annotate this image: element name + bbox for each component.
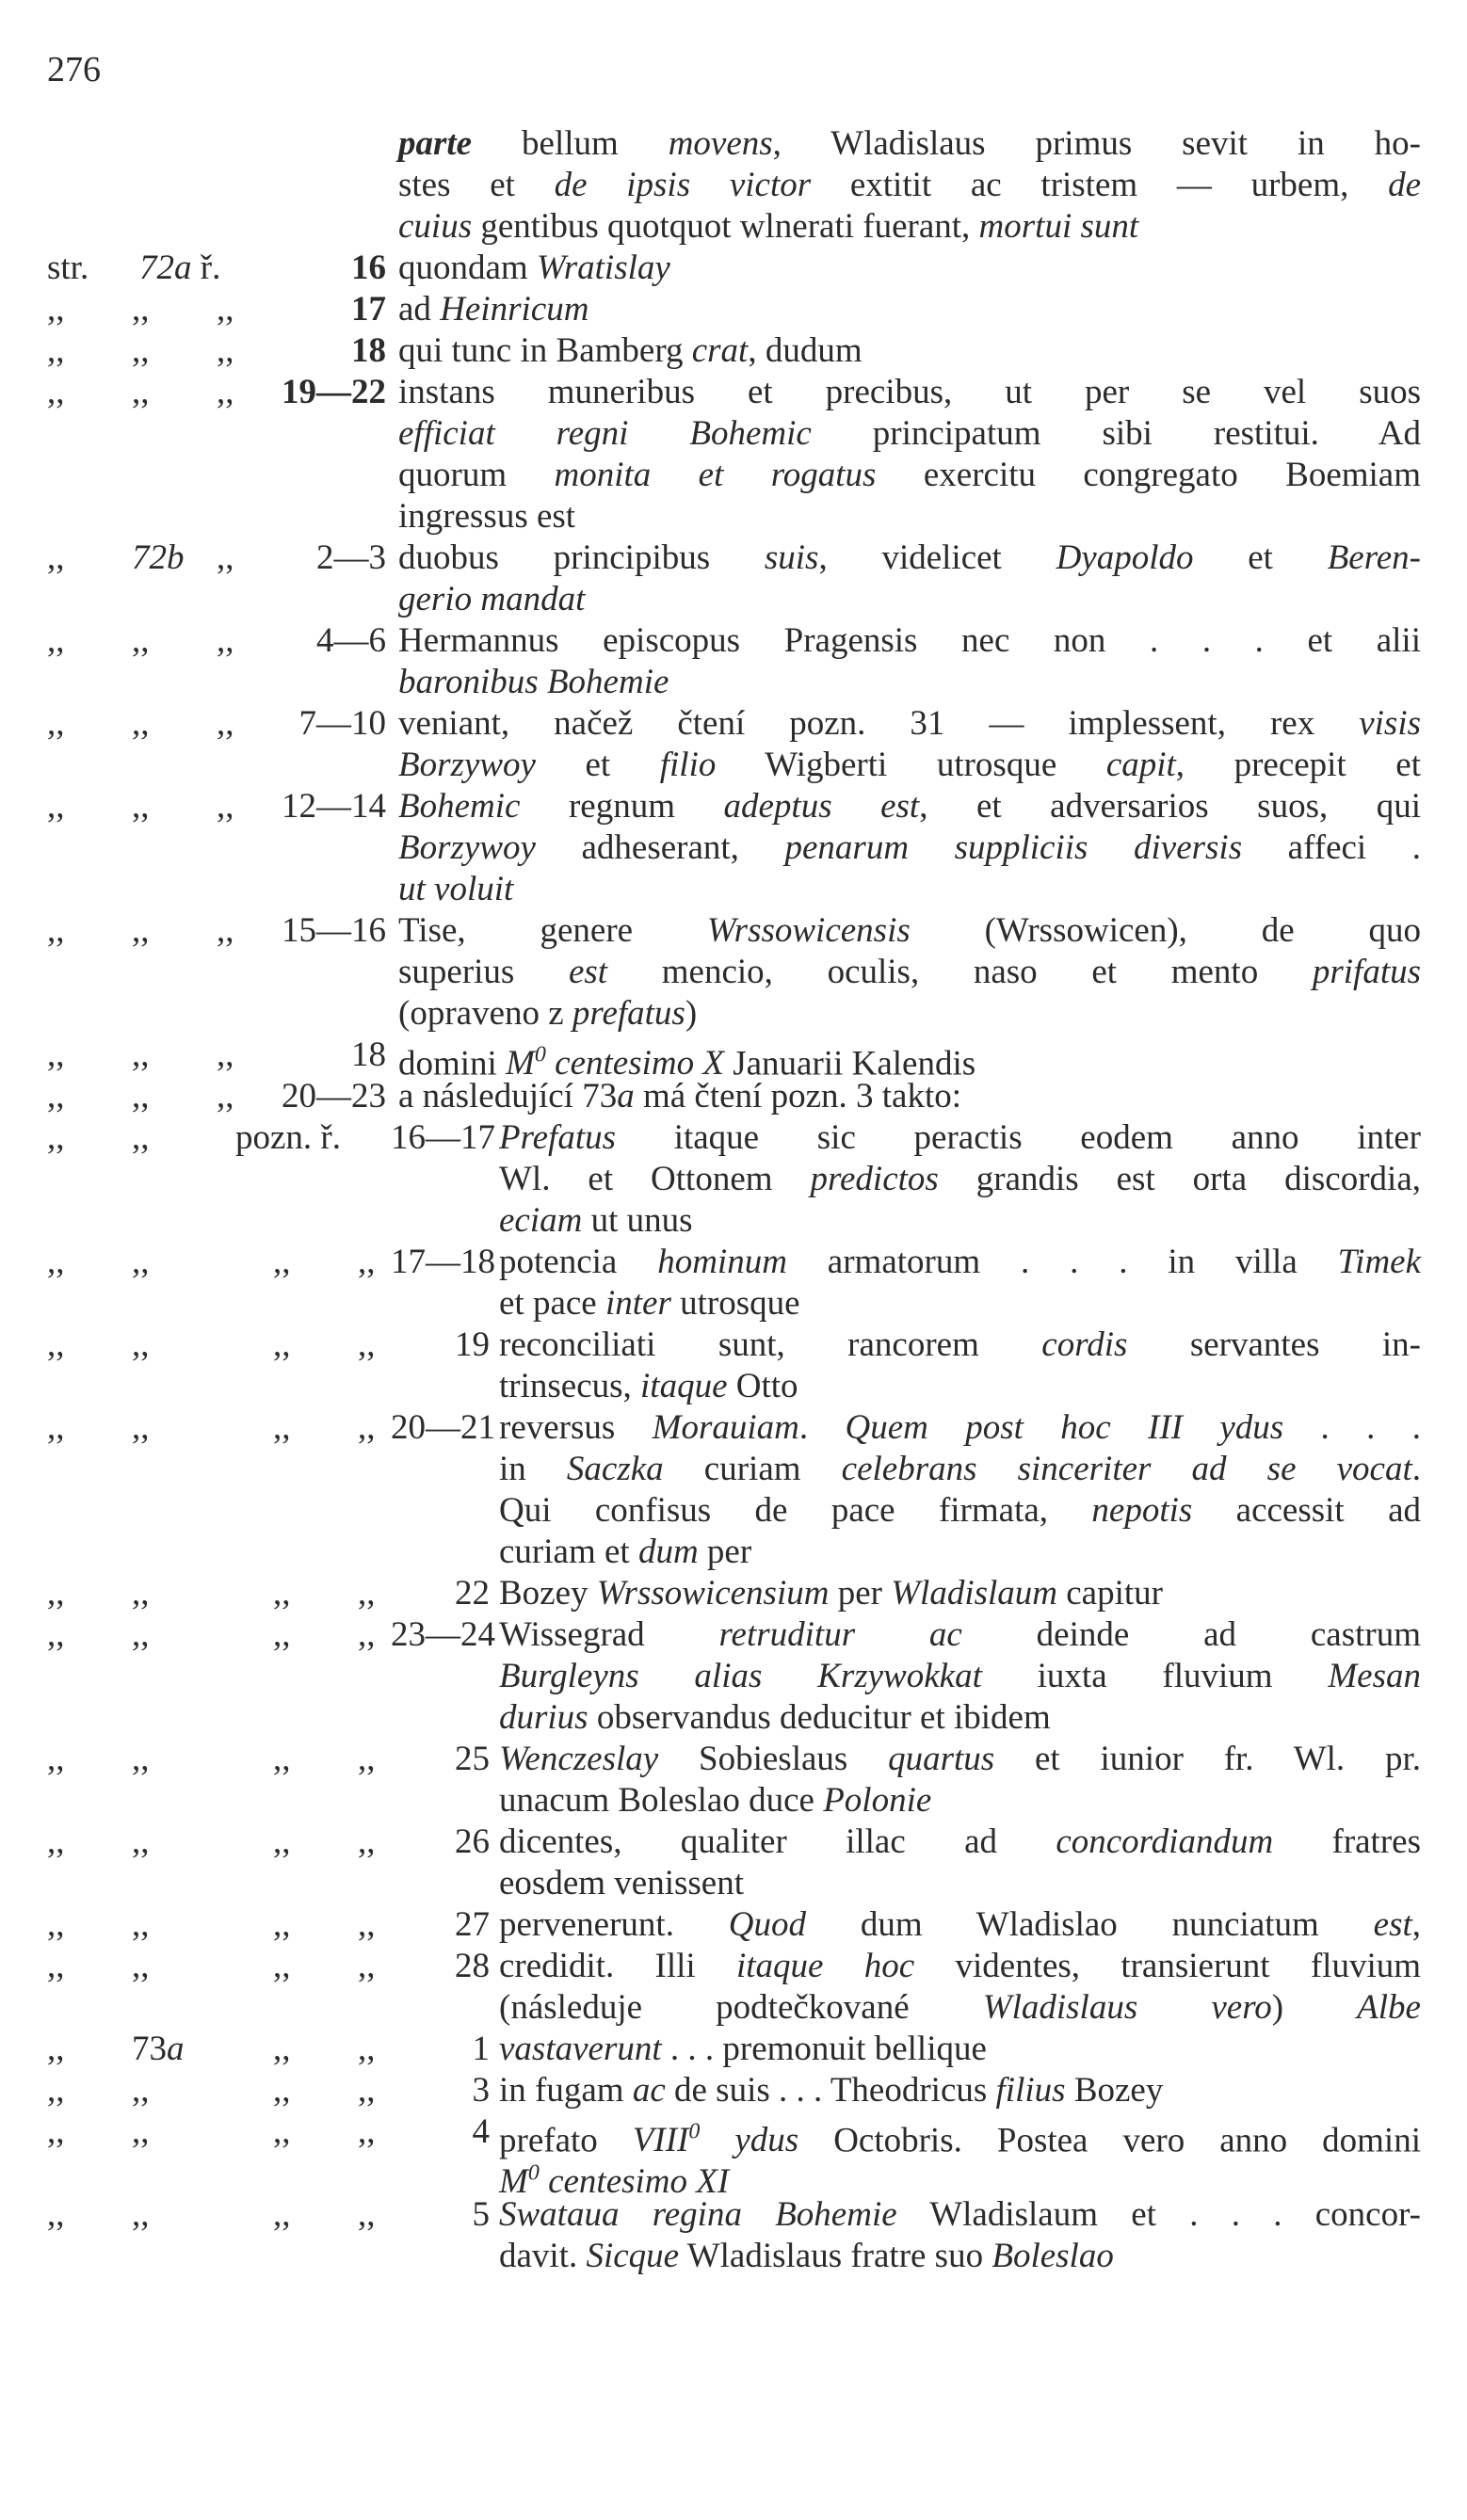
- reference-marker: ,,: [358, 2030, 376, 2068]
- line-reference: 7—10: [298, 704, 386, 743]
- line-text: pervenerunt. Quod dum Wladislao nunciatum est,: [499, 1905, 1421, 1944]
- reference-marker: ,,: [47, 1740, 65, 1778]
- reference-marker: ,,: [47, 1822, 65, 1861]
- reference-marker: ,,: [132, 290, 150, 329]
- line-text: vastaverunt . . . premonuit bellique: [499, 2030, 987, 2068]
- reference-marker: ,,: [273, 2030, 291, 2068]
- reference-marker: ,,: [47, 2071, 65, 2110]
- line-reference: 27: [455, 1905, 490, 1944]
- line-reference: 19: [455, 1325, 490, 1364]
- line-text: Wissegrad retruditur ac deinde ad castrum: [499, 1615, 1422, 1654]
- reference-marker: ,,: [132, 1947, 150, 1985]
- reference-marker: ,,: [217, 1035, 234, 1074]
- line-reference: 17—18: [391, 1243, 495, 1281]
- line-reference: 2—3: [316, 538, 386, 577]
- reference-marker: ,,: [132, 1118, 150, 1157]
- reference-marker: ,,: [132, 1822, 150, 1861]
- reference-marker: ,,: [273, 1740, 291, 1778]
- reference-marker: ,,: [47, 1408, 65, 1447]
- line-reference: 23—24: [391, 1615, 495, 1654]
- line-text: Tise, genere Wrssowicensis (Wrssowicen), de quo: [398, 911, 1421, 950]
- reference-marker: ,,: [132, 331, 150, 370]
- line-text: (následuje podtečkované Wladislaus vero) Albe: [499, 1988, 1421, 2027]
- line-text: credidit. Illi itaque hoc videntes, transierunt fluvium: [499, 1947, 1422, 1985]
- line-reference: 17: [351, 290, 386, 329]
- reference-marker: ,,: [132, 787, 150, 826]
- reference-marker: ,,: [217, 538, 234, 577]
- line-text: reversus Morauiam. Quem post hoc III ydus . . .: [499, 1408, 1422, 1447]
- reference-marker: ,,: [273, 1947, 291, 1985]
- line-reference: 4: [472, 2112, 490, 2151]
- line-text: Borzywoy adheserant, penarum suppliciis diversis affeci .: [398, 828, 1421, 867]
- line-text: eciam ut unus: [499, 1201, 693, 1240]
- reference-marker: ,,: [47, 1905, 65, 1944]
- reference-marker: ,,: [217, 911, 234, 950]
- line-text: efficiat regni Bohemic principatum sibi restitui. Ad: [398, 414, 1422, 453]
- reference-marker: ,,: [47, 1574, 65, 1613]
- line-text: Bohemic regnum adeptus est, et adversarios suos, qui: [398, 787, 1422, 826]
- line-text: Swataua regina Bohemie Wladislaum et . . . concor-: [499, 2195, 1421, 2234]
- line-text: parte bellum movens, Wladislaus primus sevit in ho-: [398, 124, 1421, 163]
- line-text: ut voluit: [398, 870, 514, 908]
- reference-marker: ,,: [217, 1077, 234, 1116]
- line-text: a následující 73a má čtení pozn. 3 takto:: [398, 1077, 962, 1116]
- reference-marker: ,,: [47, 373, 65, 411]
- line-text: ad Heinricum: [398, 290, 589, 329]
- line-reference: 5: [472, 2195, 490, 2234]
- line-text: instans muneribus et precibus, ut per se vel suos: [398, 373, 1421, 411]
- reference-marker: ,,: [47, 911, 65, 950]
- reference-marker: ,,: [47, 2112, 65, 2151]
- line-text: et pace inter utrosque: [499, 1284, 800, 1323]
- line-text: dicentes, qualiter illac ad concordiandum fratres: [499, 1822, 1421, 1861]
- reference-marker: 73a: [132, 2030, 185, 2068]
- reference-marker: ,,: [132, 1077, 150, 1116]
- line-text: Wl. et Ottonem predictos grandis est orta discordia,: [499, 1160, 1422, 1198]
- reference-marker: ,,: [47, 538, 65, 577]
- reference-marker: ,,: [273, 1574, 291, 1613]
- line-text: trinsecus, itaque Otto: [499, 1367, 798, 1405]
- reference-marker: ,,: [47, 1947, 65, 1985]
- reference-marker: ,,: [358, 2112, 376, 2151]
- reference-marker: ,,: [217, 787, 234, 826]
- line-text: domini $M^0$ centesimo X Januarii Kalendis: [398, 1043, 976, 1083]
- line-text: duobus principibus suis, videlicet Dyapoldo et Beren-: [398, 538, 1421, 577]
- reference-marker: ,,: [273, 1905, 291, 1944]
- reference-marker: ,,: [47, 2195, 65, 2234]
- line-text: Borzywoy et filio Wigberti utrosque capit, precepit et: [398, 746, 1421, 784]
- line-text: prefato VIII$^0$ ydus Octobris. Postea vero anno domini: [499, 2120, 1421, 2160]
- reference-marker: ,,: [358, 1740, 376, 1778]
- reference-marker: ,,: [358, 2071, 376, 2110]
- reference-marker: ,,: [358, 1574, 376, 1613]
- reference-marker: 72a ř.: [139, 249, 221, 287]
- reference-marker: ,,: [132, 2195, 150, 2234]
- reference-marker: 72b: [132, 538, 185, 577]
- reference-marker: ,,: [132, 704, 150, 743]
- reference-marker: ,,: [273, 1822, 291, 1861]
- line-text: Prefatus itaque sic peractis eodem anno inter: [499, 1118, 1421, 1157]
- line-reference: 3: [472, 2071, 490, 2110]
- reference-marker: ,,: [132, 1325, 150, 1364]
- reference-marker: ,,: [47, 1035, 65, 1074]
- reference-marker: ,,: [132, 1615, 150, 1654]
- line-reference: 18: [351, 1035, 386, 1074]
- reference-marker: ,,: [47, 704, 65, 743]
- reference-marker: ,,: [47, 1077, 65, 1116]
- line-text: in Saczka curiam celebrans sinceriter ad se vocat.: [499, 1450, 1422, 1488]
- line-text: curiam et dum per: [499, 1533, 752, 1571]
- reference-marker: ,,: [273, 2112, 291, 2151]
- line-text: quorum monita et rogatus exercitu congregato Boemiam: [398, 456, 1422, 494]
- line-text: Bozey Wrssowicensium per Wladislaum capitur: [499, 1574, 1163, 1613]
- page-number: 276: [47, 50, 101, 89]
- line-reference: 26: [455, 1822, 490, 1861]
- line-text: (opraveno z prefatus): [398, 994, 698, 1033]
- reference-marker: ,,: [273, 2195, 291, 2234]
- reference-marker: ,,: [358, 1408, 376, 1447]
- line-text: baronibus Bohemie: [398, 663, 669, 701]
- reference-marker: ,,: [358, 2195, 376, 2234]
- reference-marker: ,,: [273, 1325, 291, 1364]
- reference-marker: ,,: [132, 373, 150, 411]
- line-text: stes et de ipsis victor extitit ac tristem — urbem, de: [398, 166, 1422, 204]
- line-text: gerio mandat: [398, 580, 586, 618]
- reference-marker: ,,: [358, 1243, 376, 1281]
- line-text: reconciliati sunt, rancorem cordis servantes in-: [499, 1325, 1421, 1364]
- reference-marker: ,,: [132, 2071, 150, 2110]
- reference-marker: ,,: [47, 290, 65, 329]
- reference-marker: ,,: [47, 1243, 65, 1281]
- line-reference: 22: [455, 1574, 490, 1613]
- reference-marker: ,,: [273, 1243, 291, 1281]
- reference-marker: ,,: [132, 1574, 150, 1613]
- reference-marker: ,,: [47, 1325, 65, 1364]
- reference-marker: ,,: [217, 331, 234, 370]
- line-reference: 4—6: [316, 621, 386, 660]
- reference-marker: ,,: [273, 2071, 291, 2110]
- line-text: $M^0$ centesimo XI: [499, 2161, 730, 2202]
- reference-marker: ,,: [358, 1822, 376, 1861]
- line-text: qui tunc in Bamberg crat, dudum: [398, 331, 862, 370]
- reference-marker: ,,: [217, 704, 234, 743]
- reference-marker: ,,: [132, 1243, 150, 1281]
- line-text: unacum Boleslao duce Polonie: [499, 1781, 932, 1820]
- reference-marker: ,,: [47, 1118, 65, 1157]
- reference-marker: ,,: [217, 621, 234, 660]
- reference-marker: ,,: [132, 1035, 150, 1074]
- reference-marker: ,,: [358, 1905, 376, 1944]
- line-text: veniant, načež čtení pozn. 31 — implessent, rex visis: [398, 704, 1421, 743]
- line-reference: 18: [351, 331, 386, 370]
- line-reference: 20—23: [282, 1077, 386, 1116]
- reference-marker: ,,: [132, 1408, 150, 1447]
- line-reference: 20—21: [391, 1408, 495, 1447]
- reference-marker: ,,: [132, 2112, 150, 2151]
- reference-marker: ,,: [132, 1905, 150, 1944]
- line-reference: 12—14: [282, 787, 386, 826]
- line-reference: 16—17: [391, 1118, 495, 1157]
- reference-marker: ,,: [358, 1947, 376, 1985]
- reference-marker: ,,: [358, 1325, 376, 1364]
- line-text: davit. Sicque Wladislaus fratre suo Boleslao: [499, 2237, 1114, 2275]
- line-text: durius observandus deducitur et ibidem: [499, 1698, 1051, 1737]
- line-text: potencia hominum armatorum . . . in villa Timek: [499, 1243, 1422, 1281]
- line-reference: 19—22: [282, 373, 386, 411]
- reference-marker: ,,: [47, 331, 65, 370]
- line-text: Burgleyns alias Krzywokkat iuxta fluvium Mesan: [499, 1657, 1421, 1695]
- line-reference: 16: [351, 249, 386, 287]
- line-reference: 15—16: [282, 911, 386, 950]
- reference-marker: str.: [47, 249, 89, 287]
- reference-marker: pozn. ř.: [235, 1118, 341, 1157]
- reference-marker: ,,: [273, 1408, 291, 1447]
- reference-marker: ,,: [47, 787, 65, 826]
- reference-marker: ,,: [132, 1740, 150, 1778]
- line-text: quondam Wratislay: [398, 249, 670, 287]
- line-reference: 25: [455, 1740, 490, 1778]
- reference-marker: ,,: [47, 2030, 65, 2068]
- line-text: ingressus est: [398, 497, 576, 536]
- line-text: Hermannus episcopus Pragensis nec non . . . et alii: [398, 621, 1421, 660]
- reference-marker: ,,: [217, 290, 234, 329]
- line-text: in fugam ac de suis . . . Theodricus filius Bozey: [499, 2071, 1164, 2110]
- line-text: superius est mencio, oculis, naso et mento prifatus: [398, 953, 1421, 991]
- reference-marker: ,,: [358, 1615, 376, 1654]
- line-reference: 28: [455, 1947, 490, 1985]
- line-text: Wenczeslay Sobieslaus quartus et iunior fr. Wl. pr.: [499, 1740, 1421, 1778]
- reference-marker: ,,: [273, 1615, 291, 1654]
- reference-marker: ,,: [47, 1615, 65, 1654]
- reference-marker: ,,: [217, 373, 234, 411]
- line-text: cuius gentibus quotquot wlnerati fuerant, mortui sunt: [398, 207, 1139, 246]
- reference-marker: ,,: [47, 621, 65, 660]
- reference-marker: ,,: [132, 911, 150, 950]
- line-reference: 1: [472, 2030, 490, 2068]
- line-text: eosdem venissent: [499, 1864, 744, 1902]
- reference-marker: ,,: [132, 621, 150, 660]
- line-text: Qui confisus de pace firmata, nepotis accessit ad: [499, 1491, 1421, 1530]
